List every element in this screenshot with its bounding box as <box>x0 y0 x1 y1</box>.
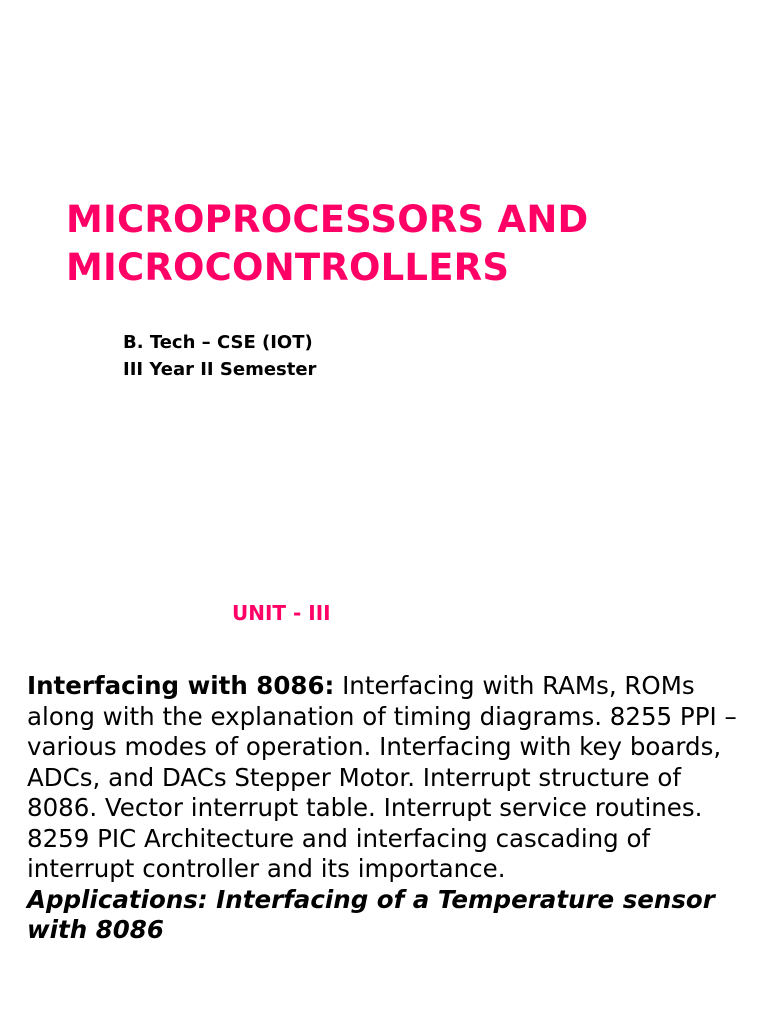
unit-label: UNIT - III <box>232 601 331 625</box>
course-semester: III Year II Semester <box>123 359 317 380</box>
title-line-1: MICROPROCESSORS AND <box>66 198 589 241</box>
syllabus-description: Interfacing with RAMs, ROMs along with the explanation of timing diagrams. 8255 PPI – various modes of operation. Interfacing with key boards, ADCs, and DACs Stepper Motor. Interrupt structure of 8086. Vector interrupt table. Interrupt service routines. 8259 PIC Architecture and interfacing cascading of interrupt controller and its importance. <box>27 671 737 883</box>
course-info <box>123 329 316 383</box>
unit-syllabus <box>27 671 757 946</box>
page-title <box>66 196 746 292</box>
applications-text: Applications: Interfacing of a Temperature sensor with 8086 <box>27 884 715 944</box>
syllabus-heading: Interfacing with 8086: <box>27 671 335 700</box>
title-line-2: MICROCONTROLLERS <box>66 246 510 289</box>
course-program: B. Tech – CSE (IOT) <box>123 332 313 353</box>
